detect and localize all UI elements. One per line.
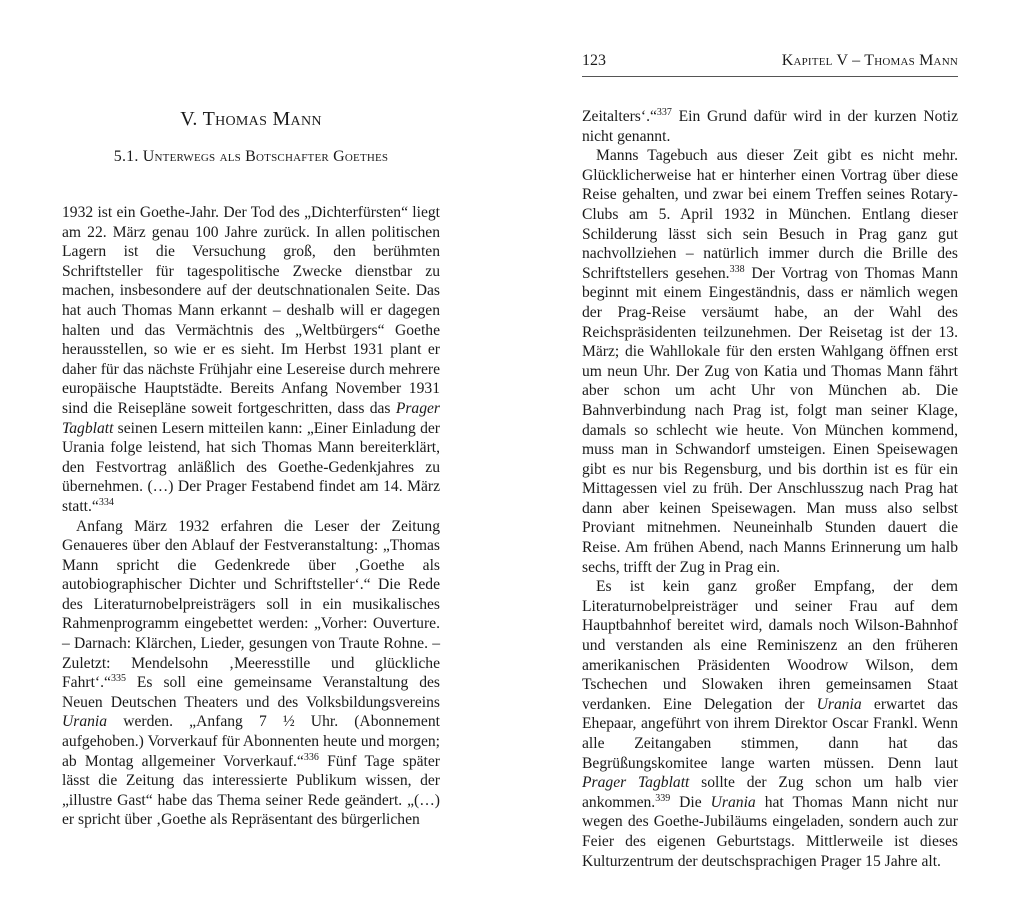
emphasis: Urania xyxy=(710,793,756,811)
left-page-body xyxy=(62,203,440,830)
paragraph: Zeitalters‘.“$^{337}$ Ein Grund dafür wird in der kurzen Notiz nicht genannt. xyxy=(582,107,958,145)
emphasis: Urania xyxy=(816,695,862,713)
footnote-ref[interactable]: 338 xyxy=(729,263,745,275)
section-title: 5.1. Unterwegs als Botschafter Goethes xyxy=(113,148,389,165)
paragraph: Anfang März 1932 erfahren die Leser der Zeitung Genaueres über den Ablauf der Festveranstaltung: „Thomas Mann spricht die Gedenkrede über ‚Goethe als autobiographischer Dichter und Schriftsteller‘.“ Die Rede des Literaturnobelpreisträgers soll in ein musikalisches Rahmenprogramm eingebettet werden: „Vorher: Ouverture. – Darnach: Klärchen, Lieder, gesungen von Traute Rohne. – Zuletzt: Mendelsohn ‚Meeresstille und glückliche Fahrt‘.“$^{335}$ Es soll eine gemeinsame Veranstaltung des Neuen Deutschen Theaters und des Volksbildungsvereins Urania werden. „Anfang 7 ½ Uhr. (Abonnement aufgehoben.) Vorverkauf für Abonnenten heute und morgen; ab Montag allgemeiner Vorverkauf.“$^{336}$ Fünf Tage später lässt die Zeitung das interessierte Publikum wissen, der „illustre Gast“ habe das Thema seiner Rede geändert. „(…) er spricht über ‚Goethe als Repräsentant des bürgerlichen xyxy=(62,517,440,829)
paragraph: 1932 ist ein Goethe-Jahr. Der Tod des „Dichterfürsten“ liegt am 22. März genau 100 Jahre zurück. In allen politischen Lagern ist die Versuchung groß, den berühmten Schriftsteller für tagespolitische Zwecke dienstbar zu machen, insbesondere auf der deutschnationalen Seite. Das hat auch Thomas Mann erkannt – deshalb will er dagegen halten und das Vermächtnis des „Weltbürgers“ Goethe herausstellen, so wie er es sieht. Im Herbst 1931 plant er daher für das nächste Frühjahr eine Lesereise durch mehrere europäische Hauptstädte. Bereits Anfang November 1931 sind die Reisepläne soweit fortgeschritten, dass das Prager Tagblatt seinen Lesern mitteilen kann: „Einer Einladung der Urania folge leistend, hat sich Thomas Mann bereiterklärt, den Festvortrag anläßlich des Goethe-Gedenkjahres zu übernehmen. (…) Der Prager Festabend findet am 14. März statt.“$^{334}$ xyxy=(62,204,440,515)
right-page-body xyxy=(582,107,958,871)
emphasis: Urania xyxy=(62,713,108,731)
chapter-title: V. Thomas Mann xyxy=(180,108,322,130)
emphasis: Prager Tagblatt xyxy=(62,399,440,437)
running-head xyxy=(582,52,958,77)
footnote-ref[interactable]: 335 xyxy=(110,673,126,685)
footnote-ref[interactable]: 339 xyxy=(655,792,671,804)
footnote-ref[interactable]: 337 xyxy=(656,107,672,118)
page-number: 123 xyxy=(582,52,606,69)
footnote-ref[interactable]: 334 xyxy=(98,496,114,508)
emphasis: Prager Tagblatt xyxy=(582,774,690,792)
paragraph: Manns Tagebuch aus dieser Zeit gibt es nicht mehr. Glücklicherweise hat er hinterher einen Vortrag über diese Reise gehalten, und zwar bei einem Treffen seines Rotary-Clubs am 5. April 1932 in München. Entlang dieser Schilderung lässt sich sein Besuch in Prag ganz gut nachvollziehen – natürlich immer durch die Brille des Schriftstellers gesehen.$^{338}$ Der Vortrag von Thomas Mann beginnt mit einem Eingeständnis, dass er nämlich wegen der Prag-Reise versäumt habe, an der Wahl des Reichspräsidenten teilzunehmen. Der Reisetag ist der 13. März; die Wahllokale für den ersten Wahlgang öffnen erst um neun Uhr. Der Zug von Katia und Thomas Mann fährt aber schon um acht Uhr von München ab. Die Bahnverbindung nach Prag ist, folgt man seiner Klage, damals so schlecht wie heute. Von München kommend, muss man in Schwandorf umsteigen. Einen Speisewagen gibt es nur bis Regensburg, und bis dorthin ist es für ein Mittagessen viel zu früh. Der Anschlusszug nach Prag hat dann aber keinen Speisewagen. Man muss also selbst Proviant mitnehmen. Neuneinhalb Stunden dauert die Reise. Am frühen Abend, nach Manns Erinnerung um halb sechs, trifft der Zug in Prag ein. xyxy=(582,147,958,576)
footnote-ref[interactable]: 336 xyxy=(303,751,319,763)
paragraph: Es ist kein ganz großer Empfang, der dem Literaturnobelpreisträger und seiner Frau auf dem Hauptbahnhof bereitet wird, damals noch Wilson-Bahnhof und verstanden als eine Reminiszenz an den früheren amerikanischen Präsidenten Woodrow Wilson, dem Tschechen und Slowaken ihren gemeinsamen Staat verdanken. Eine Delegation der Urania erwartet das Ehepaar, angeführt von ihrem Direktor Oscar Frankl. Wenn alle Zeitangaben stimmen, dann hat das Begrüßungskomitee lange warten müssen. Denn laut Prager Tagblatt sollte der Zug schon um halb vier ankommen.$^{339}$ Die Urania hat Thomas Mann nicht nur wegen des Goethe-Jubiläums eingeladen, sondern auch zur Feier des eigenen Geburtstags. Mittlerweile ist dieses Kulturzentrum der deutschsprachigen Prager 15 Jahre alt. xyxy=(582,578,958,870)
running-head-chapter: Kapitel V – Thomas Mann xyxy=(781,52,958,69)
